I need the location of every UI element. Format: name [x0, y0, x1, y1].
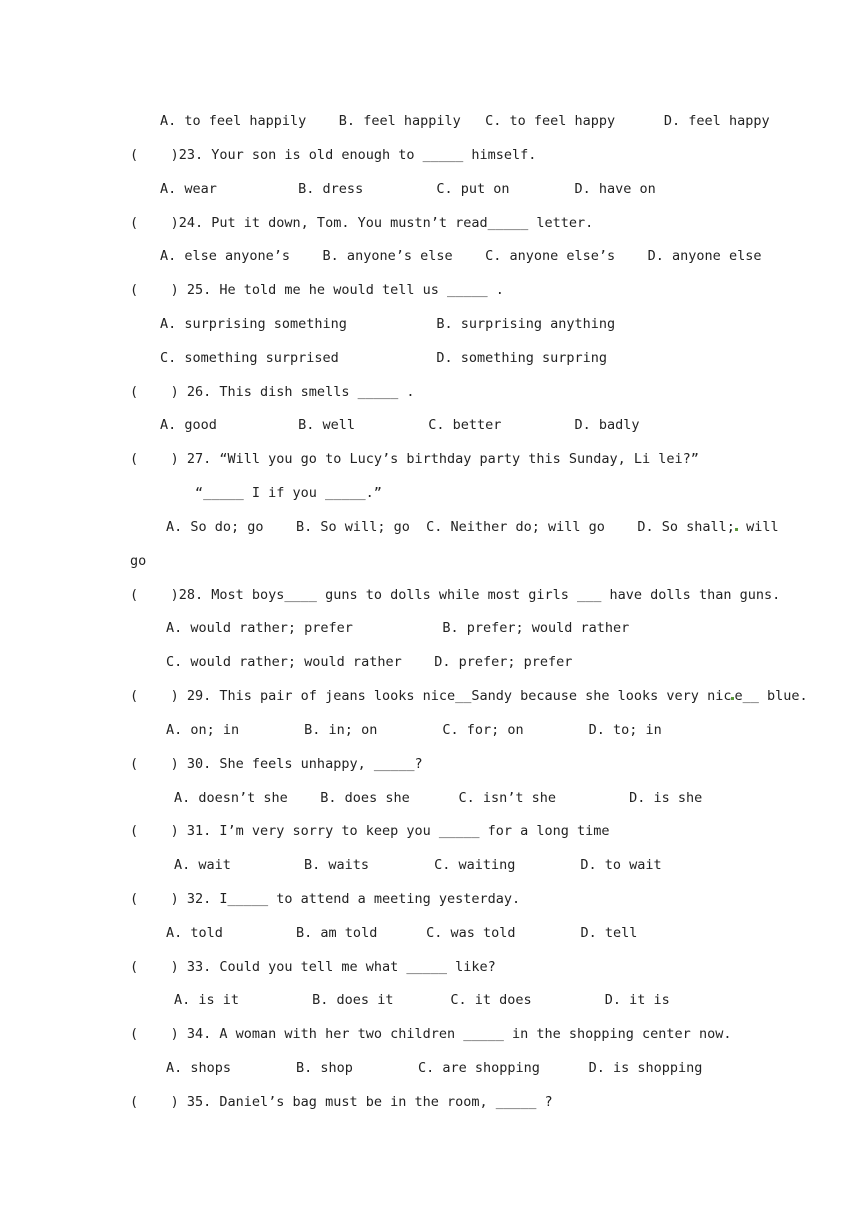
question-29-tail: e__ blue.: [734, 688, 808, 704]
question-32-options: A. told B. am told C. was told D. tell: [166, 925, 638, 941]
question-27-options: [166, 518, 779, 536]
question-34-options: A. shops B. shop C. are shopping D. is shopping: [166, 1060, 703, 1076]
question-22-options: A. to feel happily B. feel happily C. to feel happy D. feel happy: [160, 113, 770, 129]
question-27-options-tail: will: [737, 519, 779, 535]
question-27-options-wrap: go: [130, 553, 147, 569]
question-26-options: A. good B. well C. better D. badly: [160, 417, 640, 433]
question-23: ( )23. Your son is old enough to _____ himself.: [130, 147, 537, 163]
question-27: ( ) 27. “Will you go to Lucy’s birthday party this Sunday, Li lei?”: [130, 451, 699, 467]
question-28: ( )28. Most boys____ guns to dolls while most girls ___ have dolls than guns.: [130, 587, 781, 603]
question-25-options-ab: A. surprising something B. surprising anything: [160, 316, 616, 332]
question-25-options-cd: C. something surprised D. something surpring: [160, 350, 608, 366]
question-26: ( ) 26. This dish smells _____ .: [130, 384, 415, 400]
question-28-options-cd: C. would rather; would rather D. prefer; prefer: [166, 654, 573, 670]
question-33-options: A. is it B. does it C. it does D. it is: [174, 992, 670, 1008]
question-25: ( ) 25. He told me he would tell us _____ .: [130, 282, 504, 298]
question-29-text: ( ) 29. This pair of jeans looks nice__Sandy because she looks very nic: [130, 688, 732, 704]
question-24: ( )24. Put it down, Tom. You mustn’t read_____ letter.: [130, 215, 594, 231]
question-27-options-text: A. So do; go B. So will; go C. Neither do; will go D. So shall;: [166, 519, 735, 535]
question-23-options: A. wear B. dress C. put on D. have on: [160, 181, 656, 197]
question-31: ( ) 31. I’m very sorry to keep you _____ for a long time: [130, 823, 610, 839]
question-29-options: A. on; in B. in; on C. for; on D. to; in: [166, 722, 662, 738]
question-31-options: A. wait B. waits C. waiting D. to wait: [174, 857, 662, 873]
question-24-options: A. else anyone’s B. anyone’s else C. anyone else’s D. anyone else: [160, 248, 762, 264]
question-35: ( ) 35. Daniel’s bag must be in the room, _____ ?: [130, 1094, 553, 1110]
question-30-options: A. doesn’t she B. does she C. isn’t she D. is she: [174, 790, 703, 806]
question-32: ( ) 32. I_____ to attend a meeting yesterday.: [130, 891, 521, 907]
question-34: ( ) 34. A woman with her two children _____ in the shopping center now.: [130, 1026, 732, 1042]
question-30: ( ) 30. She feels unhappy, _____?: [130, 756, 423, 772]
question-33: ( ) 33. Could you tell me what _____ like?: [130, 959, 496, 975]
question-29: [130, 687, 808, 705]
question-28-options-ab: A. would rather; prefer B. prefer; would rather: [166, 620, 630, 636]
question-27-reply: “_____ I if you _____.”: [195, 485, 382, 501]
